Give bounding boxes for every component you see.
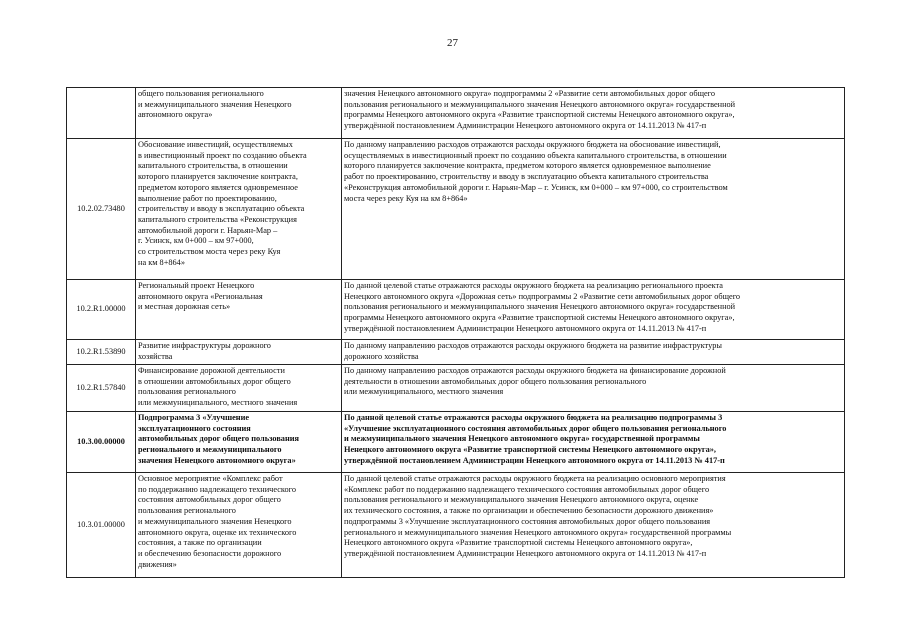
row-name: Основное мероприятие «Комплекс работ по поддержанию надлежащего технического состояния автомобильных дорог общего пользования регионального и межмуниципального значения Ненецкого автономного округа, оценке их технического состояния, а также по организации и обеспечению безопасности дорожного движения» bbox=[136, 473, 342, 578]
row-name: Региональный проект Ненецкого автономного округа «Региональная и местная дорожная сеть» bbox=[136, 280, 342, 340]
row-description: По данному направлению расходов отражаются расходы окружного бюджета на финансирование дорожной деятельности в отношении автомобильных дорог общего пользования регионального или межмуниципального, местного значения bbox=[342, 365, 845, 412]
row-code: 10.3.01.00000 bbox=[67, 473, 136, 578]
table-row bbox=[67, 139, 845, 280]
table-row bbox=[67, 280, 845, 340]
row-description: По данной целевой статье отражаются расходы окружного бюджета на реализацию регионального проекта Ненецкого автономного округа «Дорожная сеть» подпрограммы 2 «Развитие сети автомобильных дорог общего пользования регионального и межмуниципального значения Ненецкого автономного округа» государственной программы Ненецкого автономного округа «Развитие транспортной системы Ненецкого автономного округа», утверждённой постановлением Администрации Ненецкого автономного округа от 14.11.2013 № 417-п bbox=[342, 280, 845, 340]
row-code: 10.2.R1.53890 bbox=[67, 340, 136, 365]
table-row bbox=[67, 412, 845, 473]
row-code: 10.2.R1.00000 bbox=[67, 280, 136, 340]
row-name: Развитие инфраструктуры дорожного хозяйства bbox=[136, 340, 342, 365]
row-name: общего пользования регионального и межмуниципального значения Ненецкого автономного округа» bbox=[136, 88, 342, 139]
row-code bbox=[67, 88, 136, 139]
row-code: 10.2.02.73480 bbox=[67, 139, 136, 280]
row-description: значения Ненецкого автономного округа» подпрограммы 2 «Развитие сети автомобильных дорог общего пользования регионального и межмуниципального значения Ненецкого автономного округа» государственной программы Ненецкого автономного округа «Развитие транспортной системы Ненецкого автономного округа», утверждённой постановлением Администрации Ненецкого автономного округа от 14.11.2013 № 417-п bbox=[342, 88, 845, 139]
row-code: 10.2.R1.57840 bbox=[67, 365, 136, 412]
row-code: 10.3.00.00000 bbox=[67, 412, 136, 473]
row-name: Подпрограмма 3 «Улучшение эксплуатационного состояния автомобильных дорог общего пользования регионального и межмуниципального значения Ненецкого автономного округа» bbox=[136, 412, 342, 473]
row-description: По данному направлению расходов отражаются расходы окружного бюджета на развитие инфраструктуры дорожного хозяйства bbox=[342, 340, 845, 365]
table-row bbox=[67, 473, 845, 578]
row-description: По данному направлению расходов отражаются расходы окружного бюджета на обоснование инвестиций, осуществляемых в инвестиционный проект по созданию объекта капитального строительства, в отношении которого планируется заключение контракта, предметом которого является одновременное выполнение работ по проектированию, строительству и вводу в эксплуатацию объекта капитального строительства «Реконструкция автомобильной дороги г. Нарьян-Мар – г. Усинск, км 0+000 – км 97+000, со строительством моста через реку Куя на км 8+864» bbox=[342, 139, 845, 280]
row-description: По данной целевой статье отражаются расходы окружного бюджета на реализацию основного мероприятия «Комплекс работ по поддержанию надлежащего технического состояния автомобильных дорог общего пользования регионального и межмуниципального значения Ненецкого автономного округа, оценке их технического состояния, а также по организации и обеспечению безопасности дорожного движения» подпрограммы 3 «Улучшение эксплуатационного состояния автомобильных дорог общего пользования регионального и межмуниципального значения Ненецкого автономного округа» государственной программы Ненецкого автономного округа «Развитие транспортной системы Ненецкого автономного округа», утверждённой постановлением Администрации Ненецкого автономного округа от 14.11.2013 № 417-п bbox=[342, 473, 845, 578]
row-description: По данной целевой статье отражаются расходы окружного бюджета на реализацию подпрограммы 3 «Улучшение эксплуатационного состояния автомобильных дорог общего пользования регионального и межмуниципального значения Ненецкого автономного округа» государственной программы Ненецкого автономного округа «Развитие транспортной системы Ненецкого автономного округа», утверждённой постановлением Администрации Ненецкого автономного округа от 14.11.2013 № 417-п bbox=[342, 412, 845, 473]
page-number: 27 bbox=[447, 37, 458, 49]
table-row bbox=[67, 88, 845, 139]
budget-classification-table bbox=[66, 87, 845, 578]
table-row bbox=[67, 340, 845, 365]
row-name: Финансирование дорожной деятельности в отношении автомобильных дорог общего пользования регионального или межмуниципального, местного значения bbox=[136, 365, 342, 412]
table-row bbox=[67, 365, 845, 412]
row-name: Обоснование инвестиций, осуществляемых в инвестиционный проект по созданию объекта капитального строительства, в отношении которого планируется заключение контракта, предметом которого является одновременное выполнение работ по проектированию, строительству и вводу в эксплуатацию объекта капитального строительства «Реконструкция автомобильной дороги г. Нарьян-Мар – г. Усинск, км 0+000 – км 97+000, со строительством моста через реку Куя на км 8+864» bbox=[136, 139, 342, 280]
